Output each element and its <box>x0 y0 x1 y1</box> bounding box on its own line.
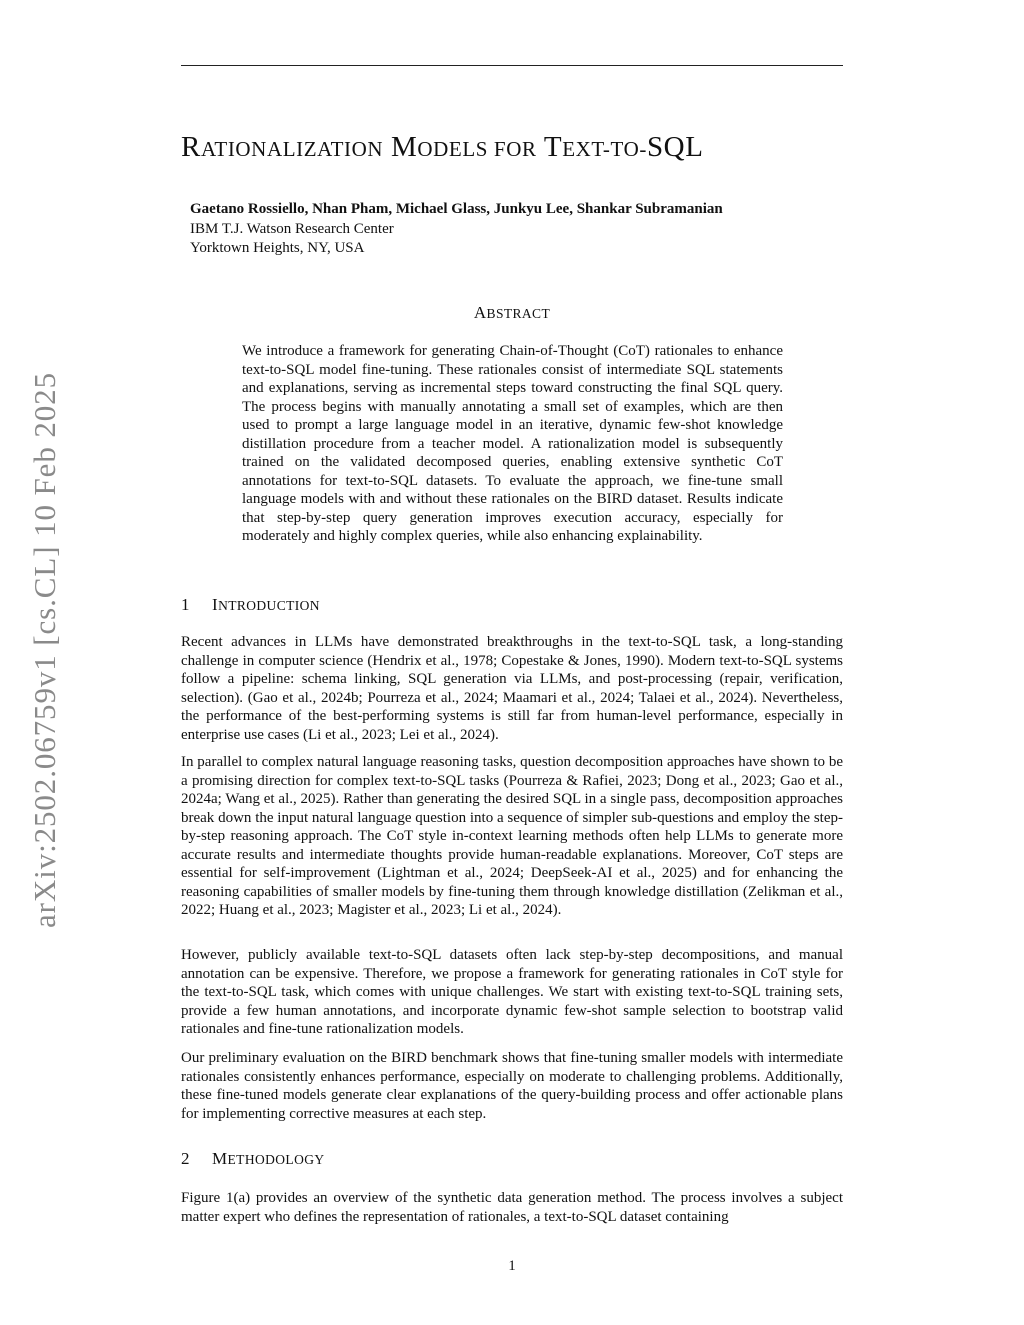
abstract-heading: ABSTRACT <box>473 303 551 322</box>
methodology-paragraph: Figure 1(a) provides an overview of the synthetic data generation method. The process involves a subject matter expert who defines the representation of rationales, a text-to-SQL dataset containing <box>181 1190 843 1225</box>
intro-paragraph: In parallel to complex natural language reasoning tasks, question decomposition approaches have shown to be a promising direction for complex text-to-SQL tasks (Pourreza & Rafiei, 2023; Dong et al., 2023; Gao et al., 2024a; Wang et al., 2025). Rather than generating the desired SQL in a single pass, decomposition approaches break down the input natural language question into a sequence of simpler sub-questions and employ the step-by-step reasoning approach. The CoT style in-context learning methods often help LLMs to generate more accurate results and intermediate thoughts provide human-readable explanations. Moreover, CoT steps are essential for self-improvement (Lightman et al., 2024; DeepSeek-AI et al., 2025) and for enhancing the reasoning capabilities of smaller models by fine-tuning them through knowledge distillation (Zelikman et al., 2022; Huang et al., 2023; Magister et al., 2023; Li et al., 2024). <box>181 754 843 918</box>
top-rule <box>181 65 843 66</box>
abstract-text: We introduce a framework for generating Chain-of-Thought (CoT) rationales to enhance text-to-SQL model fine-tuning. These rationales consist of intermediate SQL statements and explanations, serving as incremental steps toward constructing the final SQL query. The process begins with manually annotating a small set of examples, which are then used to prompt a large language model in an iterative, dynamic few-shot knowledge distillation procedure from a teacher model. A rationalization model is subsequently trained on the validated decomposed queries, enabling extensive synthetic CoT annotations for text-to-SQL datasets. To evaluate the approach, we fine-tune small language models with and without these rationales on the BIRD dataset. Results indicate that step-by-step query generation improves execution accuracy, especially for moderately and highly complex queries, while also enhancing explainability. <box>242 343 783 544</box>
intro-paragraph: However, publicly available text-to-SQL datasets often lack step-by-step decompositions, and manual annotation can be expensive. Therefore, we propose a framework for generating rationales in CoT style for the text-to-SQL task, which comes with unique challenges. We start with existing text-to-SQL training sets, provide a few human annotations, and incorporate dynamic few-shot sample selection to bootstrap valid rationales and fine-tune rationalization models. <box>181 947 843 1037</box>
page-number: 1 <box>508 1258 516 1274</box>
author-location: Yorktown Heights, NY, USA <box>190 240 365 256</box>
section-number: 2 <box>181 1149 190 1168</box>
section-number: 1 <box>181 595 190 614</box>
author-block <box>190 200 850 259</box>
paper-title: RATIONALIZATION MODELS FOR TEXT-TO-SQL <box>181 131 704 163</box>
author-names: Gaetano Rossiello, Nhan Pham, Michael Glass, Junkyu Lee, Shankar Subramanian <box>190 201 723 217</box>
intro-paragraph: Recent advances in LLMs have demonstrated breakthroughs in the text-to-SQL task, a long-standing challenge in computer science (Hendrix et al., 1978; Copestake & Jones, 1990). Modern text-to-SQL systems follow a pipeline: schema linking, SQL generation via LLMs, and post-processing (repair, verification, selection). (Gao et al., 2024b; Pourreza et al., 2024; Maamari et al., 2024; Talaei et al., 2024). Nevertheless, the performance of the best-performing systems is still far from human-level performance, especially in enterprise use cases (Li et al., 2023; Lei et al., 2024). <box>181 634 843 743</box>
methodology-heading: 2 METHODOLOGY <box>181 1149 325 1168</box>
intro-paragraph: Our preliminary evaluation on the BIRD benchmark shows that fine-tuning smaller models with intermediate rationales consistently enhances performance, especially on moderate to challenging problems. Additionally, these fine-tuned models generate clear explanations of the query-building process and offer actionable plans for implementing corrective measures at each step. <box>181 1050 843 1122</box>
introduction-heading: 1 INTRODUCTION <box>181 595 320 614</box>
arxiv-identifier-stamp: arXiv:2502.06759v1 [cs.CL] 10 Feb 2025 <box>27 372 62 928</box>
author-affiliation: IBM T.J. Watson Research Center <box>190 220 394 237</box>
